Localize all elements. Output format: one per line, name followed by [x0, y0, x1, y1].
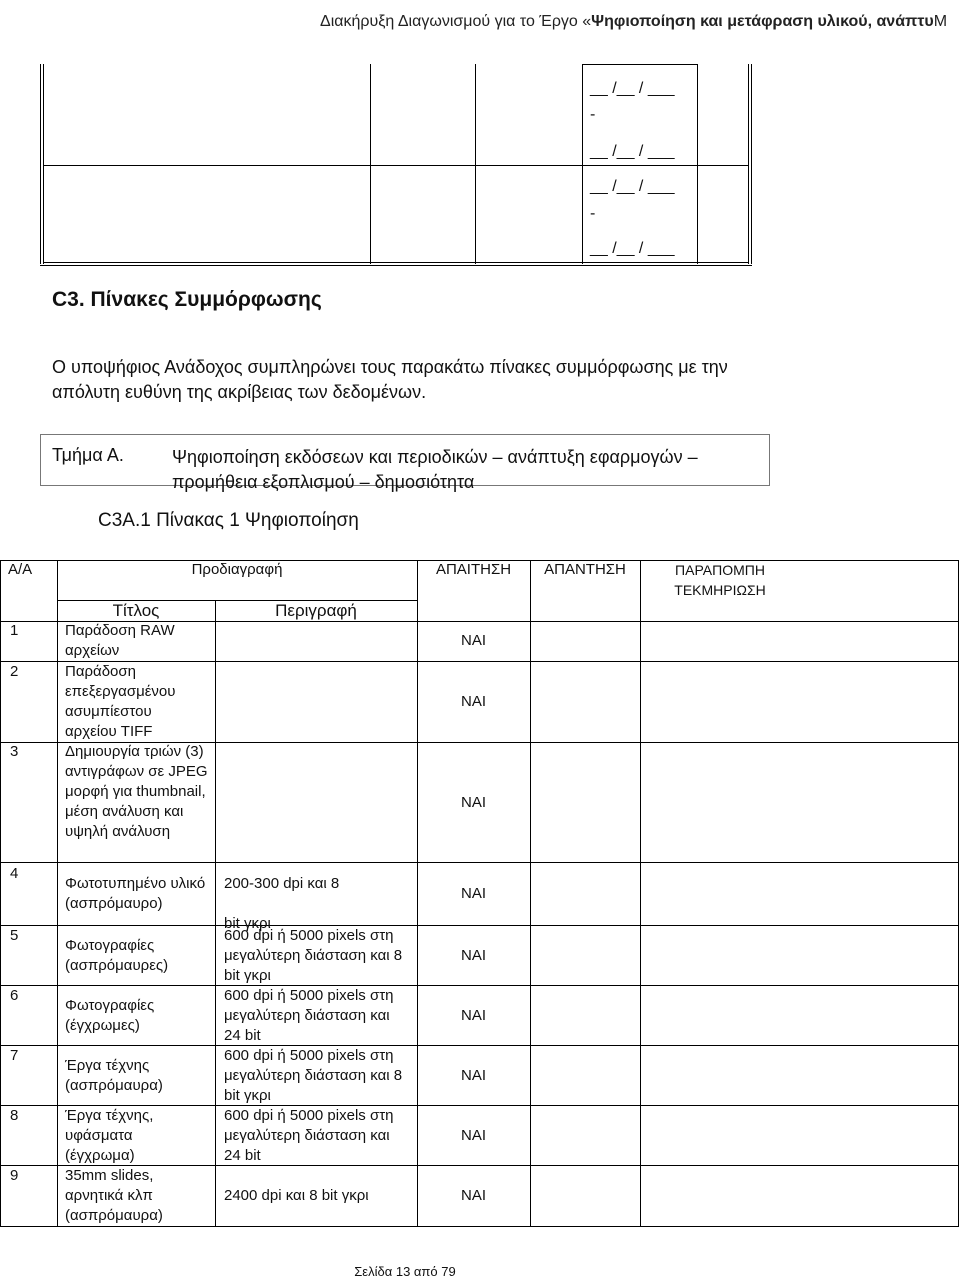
row-title: Φωτογραφίες (ασπρόμαυρες) — [65, 937, 169, 974]
row-title: Έργα τέχνης (ασπρόμαυρα) — [65, 1057, 163, 1094]
header-requirement: ΑΠΑΙΤΗΣΗ — [435, 561, 512, 578]
row-number: 7 — [10, 1047, 19, 1064]
table-border — [370, 64, 371, 264]
table-border — [43, 262, 749, 263]
table-border — [0, 1226, 959, 1227]
row-number: 9 — [10, 1167, 19, 1184]
date-field: __ /__ / ___ — [590, 143, 675, 160]
row-description: 2400 dpi και 8 bit γκρι — [224, 1187, 369, 1204]
row-requirement: ΝΑΙ — [460, 632, 486, 649]
table-border — [215, 600, 216, 1227]
row-title: Παράδοση επεξεργασμένου ασυμπίεστου αρχείου TIFF — [65, 663, 176, 740]
row-requirement: ΝΑΙ — [460, 794, 486, 811]
header-reference: ΠΑΡΑΠΟΜΠΗ ΤΕΚΜΗΡΙΩΣΗ — [674, 562, 766, 598]
row-title: Φωτογραφίες (έγχρωμες) — [65, 997, 155, 1034]
table-border — [40, 265, 752, 266]
header-clip: Μ — [933, 13, 948, 30]
row-title: Έργα τέχνης, υφάσματα (έγχρωμα) — [65, 1107, 154, 1164]
row-number: 6 — [10, 987, 19, 1004]
row-description: 600 dpi ή 5000 pixels στη μεγαλύτερη διάσταση και 24 bit — [224, 1107, 394, 1164]
section-heading: C3. Πίνακες Συμμόρφωσης — [52, 288, 322, 311]
row-number: 4 — [10, 865, 19, 882]
header-prefix: Διακήρυξη Διαγωνισμού για το Έργο « — [320, 13, 592, 30]
date-separator: - — [590, 205, 596, 222]
row-requirement: ΝΑΙ — [460, 1127, 486, 1144]
row-title: Παράδοση RAW αρχείων — [65, 622, 175, 659]
row-requirement: ΝΑΙ — [460, 693, 486, 710]
table-border — [0, 985, 959, 986]
table-border — [475, 64, 476, 264]
date-field: __ /__ / ___ — [590, 178, 675, 195]
table-border — [748, 64, 749, 264]
row-requirement: ΝΑΙ — [460, 1007, 486, 1024]
row-title: Φωτοτυπημένο υλικό (ασπρόμαυρο) — [65, 875, 206, 912]
table-border — [697, 64, 698, 264]
row-description: 600 dpi ή 5000 pixels στη μεγαλύτερη διάσταση και 8 bit γκρι — [224, 927, 403, 984]
header-bold: Ψηφιοποίηση και μετάφραση υλικού, ανάπτυ — [591, 13, 934, 30]
row-description: 600 dpi ή 5000 pixels στη μεγαλύτερη διάσταση και 8 bit γκρι — [224, 1047, 403, 1104]
header-aa: Α/Α — [8, 561, 33, 578]
table-border — [43, 64, 44, 264]
row-requirement: ΝΑΙ — [460, 1187, 486, 1204]
header-spec: Προδιαγραφή — [191, 561, 283, 578]
date-separator: - — [590, 106, 596, 123]
table-border — [751, 64, 752, 264]
row-title: Δημιουργία τριών (3) αντιγράφων σε JPEG μορφή για thumbnail, μέση ανάλυση και υψηλή ανάλυση — [65, 743, 208, 840]
row-requirement: ΝΑΙ — [460, 1067, 486, 1084]
intro-paragraph: Ο υποψήφιος Ανάδοχος συμπληρώνει τους παρακάτω πίνακες συμμόρφωσης με την απόλυτη ευθύνη της ακρίβειας των δεδομένων. — [52, 357, 728, 402]
table-border — [0, 862, 959, 863]
row-number: 2 — [10, 663, 19, 680]
table-border — [0, 925, 959, 926]
table-border — [40, 64, 41, 264]
row-description: 600 dpi ή 5000 pixels στη μεγαλύτερη διάσταση και 24 bit — [224, 987, 394, 1044]
row-number: 1 — [10, 622, 19, 639]
table-border — [43, 165, 749, 166]
subheader-title: Τίτλος — [112, 601, 160, 620]
table-border — [582, 64, 698, 65]
row-number: 3 — [10, 743, 19, 760]
row-description: 200-300 dpi και 8 bit γκρι — [224, 875, 340, 932]
row-number: 5 — [10, 927, 19, 944]
subheader-description: Περιγραφή — [275, 601, 357, 620]
date-field: __ /__ / ___ — [590, 240, 675, 257]
table-heading: C3A.1 Πίνακας 1 Ψηφιοποίηση — [98, 510, 359, 531]
row-requirement: ΝΑΙ — [460, 947, 486, 964]
part-description: Ψηφιοποίηση εκδόσεων και περιοδικών – ανάπτυξη εφαρμογών – προμήθεια εξοπλισμού – δημοσιότητα — [172, 447, 698, 492]
table-border — [0, 1045, 959, 1046]
page-number: Σελίδα 13 από 79 — [354, 1264, 456, 1279]
header-response: ΑΠΑΝΤΗΣΗ — [544, 561, 626, 578]
row-number: 8 — [10, 1107, 19, 1124]
table-border — [582, 64, 583, 264]
row-requirement: ΝΑΙ — [460, 885, 486, 902]
row-title: 35mm slides, αρνητικά κλπ (ασπρόμαυρα) — [65, 1167, 163, 1224]
date-field: __ /__ / ___ — [590, 80, 675, 97]
running-header — [320, 0, 948, 44]
part-label: Τμήμα Α. — [52, 445, 124, 465]
